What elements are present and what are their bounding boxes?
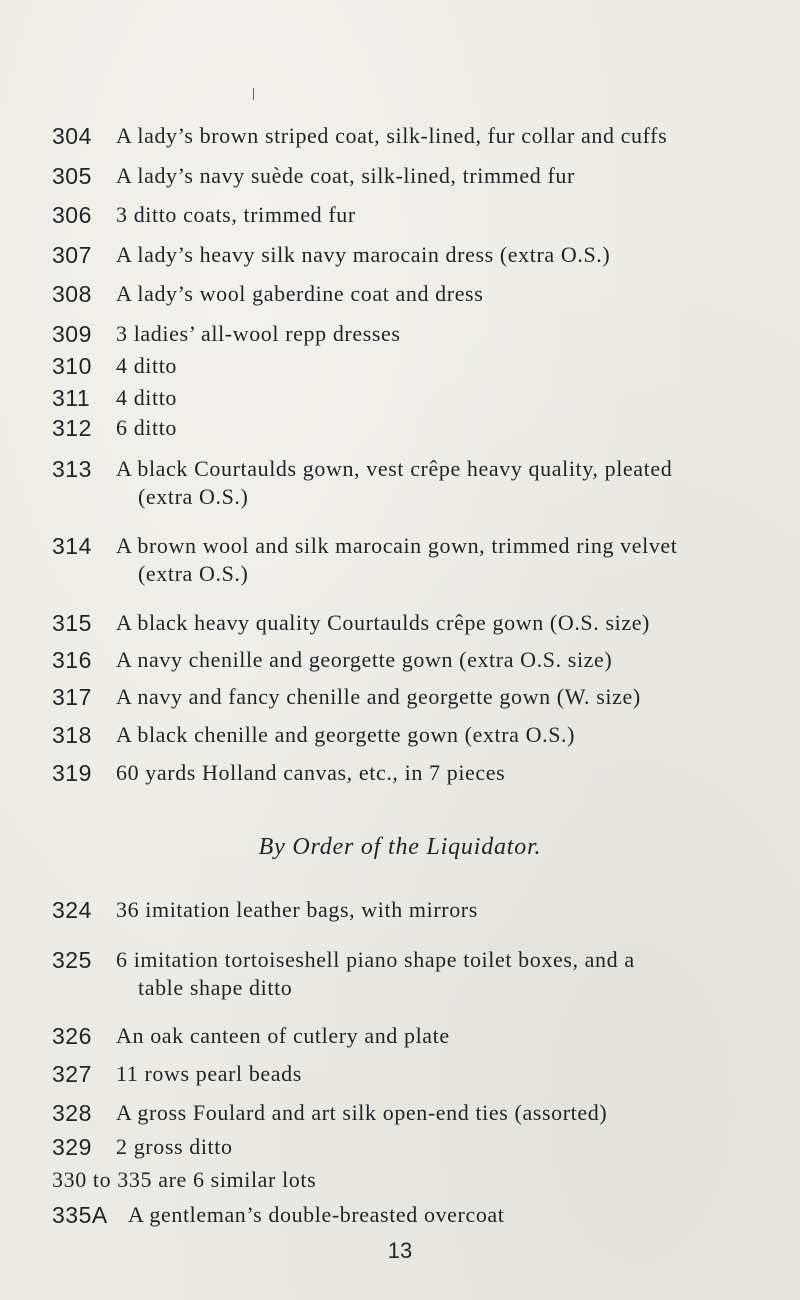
lot-description: A navy and fancy chenille and georgette gown (W. size) <box>116 684 641 709</box>
lot-number: 306 <box>52 202 92 228</box>
lot-range-line: 330 to 335 are 6 similar lots <box>52 1167 317 1192</box>
lot-description: 60 yards Holland canvas, etc., in 7 pieces <box>116 760 506 785</box>
lot-number: 319 <box>52 760 92 786</box>
lot-number: 312 <box>52 415 92 441</box>
lot-number: 313 <box>52 456 92 482</box>
lot-description: 4 ditto <box>116 353 178 378</box>
lot-description: A black chenille and georgette gown (extra O.S.) <box>116 722 576 747</box>
lot-description: A gross Foulard and art silk open-end ties (assorted) <box>116 1100 608 1125</box>
lot-number: 311 <box>52 385 91 411</box>
lot-number: 325 <box>52 947 92 973</box>
lot-number: 307 <box>52 242 92 268</box>
lot-description: 4 ditto <box>116 385 178 410</box>
lot-description: A gentleman’s double-breasted overcoat <box>128 1202 505 1227</box>
page-number: 13 <box>387 1238 413 1263</box>
lot-number: 304 <box>52 123 92 149</box>
lot-number: 305 <box>52 163 92 189</box>
lot-description: An oak canteen of cutlery and plate <box>116 1023 450 1048</box>
lot-number: 314 <box>52 533 92 559</box>
lot-description: 3 ladies’ all-wool repp dresses <box>116 321 401 346</box>
lot-number: 324 <box>52 897 92 923</box>
lot-description-continuation: table shape ditto <box>138 975 293 1000</box>
lot-description: A navy chenille and georgette gown (extra O.S. size) <box>116 647 613 672</box>
lot-description: A black heavy quality Courtaulds crêpe gown (O.S. size) <box>116 610 650 635</box>
paper-mark <box>253 88 254 100</box>
section-heading: By Order of the Liquidator. <box>258 834 542 860</box>
lot-number: 326 <box>52 1023 92 1049</box>
lot-description-continuation: (extra O.S.) <box>138 561 249 586</box>
lot-description: 2 gross ditto <box>116 1134 233 1159</box>
lot-description-block <box>116 532 678 588</box>
lot-number: 329 <box>52 1134 92 1160</box>
lot-number: 327 <box>52 1061 92 1087</box>
lot-description: A lady’s navy suède coat, silk-lined, trimmed fur <box>116 163 575 188</box>
lot-number: 308 <box>52 281 92 307</box>
lot-description-continuation: (extra O.S.) <box>138 484 249 509</box>
lot-description: 36 imitation leather bags, with mirrors <box>116 897 478 922</box>
lot-description: A lady’s heavy silk navy marocain dress (extra O.S.) <box>116 242 611 267</box>
lot-description: 11 rows pearl beads <box>116 1061 302 1086</box>
lot-description: A black Courtaulds gown, vest crêpe heavy quality, pleated <box>116 456 673 481</box>
lot-number: 310 <box>52 353 92 379</box>
lot-description: A lady’s wool gaberdine coat and dress <box>116 281 484 306</box>
lot-description-block <box>116 946 635 1002</box>
lot-description: A lady’s brown striped coat, silk-lined, fur collar and cuffs <box>116 123 668 148</box>
lot-number: 328 <box>52 1100 92 1126</box>
lot-description: 6 imitation tortoiseshell piano shape toilet boxes, and a <box>116 947 635 972</box>
lot-description: 6 ditto <box>116 415 178 440</box>
lot-description-block <box>116 455 672 511</box>
lot-number: 316 <box>52 647 92 673</box>
lot-number: 317 <box>52 684 92 710</box>
lot-number: 318 <box>52 722 92 748</box>
lot-number: 335A <box>52 1202 108 1228</box>
lot-number: 309 <box>52 321 92 347</box>
lot-description: 3 ditto coats, trimmed fur <box>116 202 356 227</box>
lot-description: A brown wool and silk marocain gown, trimmed ring velvet <box>116 533 678 558</box>
lot-number: 315 <box>52 610 92 636</box>
